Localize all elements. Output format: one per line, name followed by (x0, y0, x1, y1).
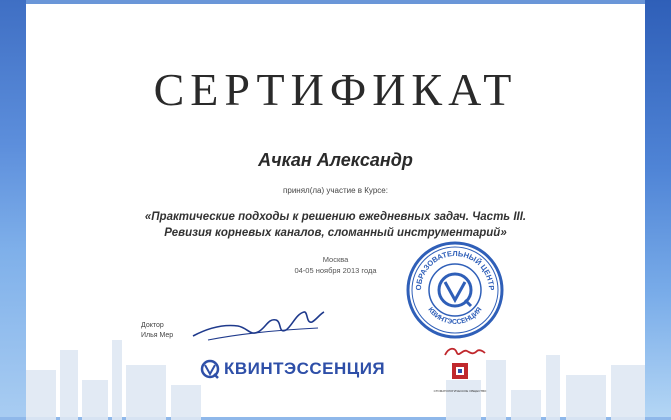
event-city: Москва (322, 255, 349, 264)
certificate-title: СЕРТИФИКАТ (153, 64, 518, 115)
doctor-credit (141, 321, 173, 341)
certificate-body (26, 0, 645, 420)
frame-left-border (0, 0, 26, 420)
stamp-bottom-text: КВИНТЭССЕНЦИЯ (426, 306, 484, 327)
course-title-line-1: «Практические подходы к решению ежедневных задач. Часть III. (144, 211, 527, 223)
signature-image (188, 306, 328, 346)
doctor-label: Доктор (141, 322, 164, 329)
quintessence-logo-icon (200, 359, 220, 379)
recipient-name: Ачкан Александр (258, 150, 413, 170)
course-title-line-2: Ревизия корневых каналов, сломанный инструментарий» (164, 227, 507, 239)
quintessence-emblem-icon (439, 274, 471, 306)
dental-society-emblem-icon (440, 361, 480, 387)
quintessence-logo (200, 359, 385, 379)
stamp-top-text: ОБРАЗОВАТЕЛЬНЫЙ ЦЕНТР (413, 248, 497, 291)
education-center-stamp (405, 240, 505, 340)
quintessence-logo-text: КВИНТЭССЕНЦИЯ (224, 359, 386, 378)
event-date: 04-05 ноября 2013 года (294, 266, 377, 275)
frame-right-border (645, 0, 671, 420)
doctor-name: Илья Мер (141, 332, 174, 339)
course-title (86, 209, 585, 241)
dovgan-logo (443, 345, 487, 359)
participation-text: принял(ла) участие в Курсе: (283, 186, 388, 195)
dental-society-text: СТОМАТОЛОГИЧЕСКОЕ ОБЩЕСТВО (433, 389, 487, 393)
